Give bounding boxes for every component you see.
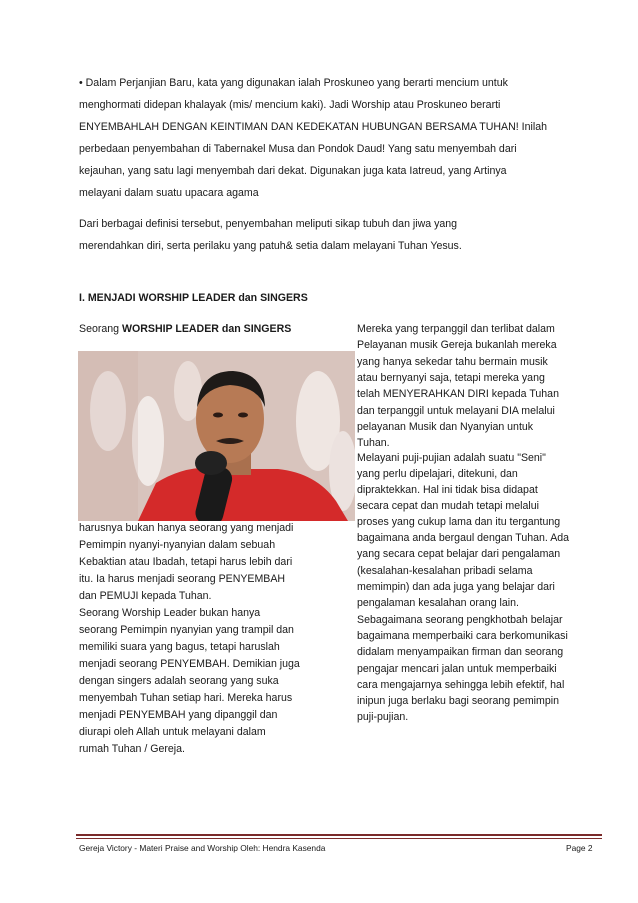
intro-line: ENYEMBAHLAH DENGAN KEINTIMAN DAN KEDEKATAN HUBUNGAN BERSAMA TUHAN! Inilah <box>79 121 547 133</box>
right-line: bagaimana anda bergaul dengan Tuhan. Ada <box>357 532 570 544</box>
intro-line: • Dalam Perjanjian Baru, kata yang digunakan ialah Proskuneo yang berarti mencium untuk <box>79 77 508 89</box>
left-lead-bold: WORSHIP LEADER dan SINGERS <box>122 323 292 335</box>
left-line: memiliki suara yang bagus, tetapi haruslah <box>79 641 280 653</box>
left-line: Seorang Worship Leader bukan hanya <box>79 607 261 619</box>
left-line: seorang Pemimpin nyanyian yang trampil dan <box>79 624 294 636</box>
right-line: telah MENYERAHKAN DIRI kepada Tuhan <box>357 388 559 400</box>
right-line: pelayanan Musik dan Nyanyian untuk <box>357 421 534 433</box>
right-line: memimpin) dan ada juga yang belajar dari <box>357 581 555 593</box>
intro-line: melayani dalam suatu upacara agama <box>79 187 259 199</box>
right-line: puji-pujian. <box>357 711 409 723</box>
right-line: secara cepat dan mudah tetapi melalui <box>357 500 539 512</box>
section-heading: I. MENJADI WORSHIP LEADER dan SINGERS <box>79 292 308 304</box>
left-line: harusnya bukan hanya seorang yang menjadi <box>79 522 294 534</box>
left-lead-prefix: Seorang <box>79 323 122 335</box>
right-line: Pelayanan musik Gereja bukanlah mereka <box>357 339 557 351</box>
footer-rule-thin <box>76 838 602 839</box>
right-line: pengalaman kesalahan orang lain. <box>357 597 519 609</box>
right-line: cara mengajarnya sehingga lebih efektif, hal <box>357 679 565 691</box>
right-line: didalam menyampaikan firman dan seorang <box>357 646 564 658</box>
right-line: inipun juga berlaku bagi seorang pemimpin <box>357 695 560 707</box>
right-line: yang secara cepat belajar dari pengalaman <box>357 548 561 560</box>
page-number: Page 2 <box>566 843 593 853</box>
right-line: proses yang cukup lama dan itu tergantung <box>357 516 561 528</box>
left-line: dan PEMUJI kepada Tuhan. <box>79 590 212 602</box>
definition-line: Dari berbagai definisi tersebut, penyembahan meliputi sikap tubuh dan jiwa yang <box>79 218 458 230</box>
right-line: atau bernyanyi saja, tetapi mereka yang <box>357 372 545 384</box>
left-line: menjadi seorang PENYEMBAH. Demikian juga <box>79 658 300 670</box>
right-line: bagaimana memperbaiki cara berkomunikasi <box>357 630 568 642</box>
left-line: dengan singers adalah seorang yang suka <box>79 675 279 687</box>
left-lead <box>79 323 291 336</box>
right-line: yang perlu dipelajari, ditekuni, dan <box>357 468 518 480</box>
intro-line: menghormati didepan khalayak (mis/ mencium kaki). Jadi Worship atau Proskuneo berarti <box>79 99 501 111</box>
footer-rule <box>76 834 602 836</box>
right-line: Tuhan. <box>357 437 390 449</box>
intro-line: perbedaan penyembahan di Tabernakel Musa dan Pondok Daud! Yang satu menyembah dari <box>79 143 517 155</box>
left-line: Pemimpin nyanyi-nyanyian dalam sebuah <box>79 539 276 551</box>
right-line: Sebagaimana seorang pengkhotbah belajar <box>357 614 563 626</box>
worship-leader-photo-graphic <box>78 351 355 521</box>
right-line: dipraktekkan. Hal ini tidak bisa didapat <box>357 484 538 496</box>
definition-line: merendahkan diri, serta perilaku yang patuh& setia dalam melayani Tuhan Yesus. <box>79 240 462 252</box>
left-line: Kebaktian atau Ibadah, tetapi harus lebih dari <box>79 556 293 568</box>
right-line: yang hanya sekedar tahu bermain musik <box>357 356 548 368</box>
right-line: pengajar mencari jalan untuk memperbaiki <box>357 663 557 675</box>
right-line: Melayani puji-pujian adalah suatu "Seni" <box>357 452 546 464</box>
left-line: itu. Ia harus menjadi seorang PENYEMBAH <box>79 573 286 585</box>
right-line: dan terpanggil untuk melayani DIA melalui <box>357 405 555 417</box>
left-line: rumah Tuhan / Gereja. <box>79 743 185 755</box>
left-line: diurapi oleh Allah untuk melayani dalam <box>79 726 266 738</box>
right-line: (kesalahan-kesalahan pribadi selama <box>357 565 533 577</box>
left-line: menjadi PENYEMBAH yang dipanggil dan <box>79 709 278 721</box>
worship-leader-photo <box>78 351 355 521</box>
intro-line: kejauhan, yang satu lagi menyembah dari dekat. Digunakan juga kata Iatreud, yang Artinya <box>79 165 507 177</box>
footer-title: Gereja Victory - Materi Praise and Worship Oleh: Hendra Kasenda <box>79 843 326 853</box>
left-line: menyembah Tuhan setiap hari. Mereka harus <box>79 692 293 704</box>
right-line: Mereka yang terpanggil dan terlibat dalam <box>357 323 555 335</box>
